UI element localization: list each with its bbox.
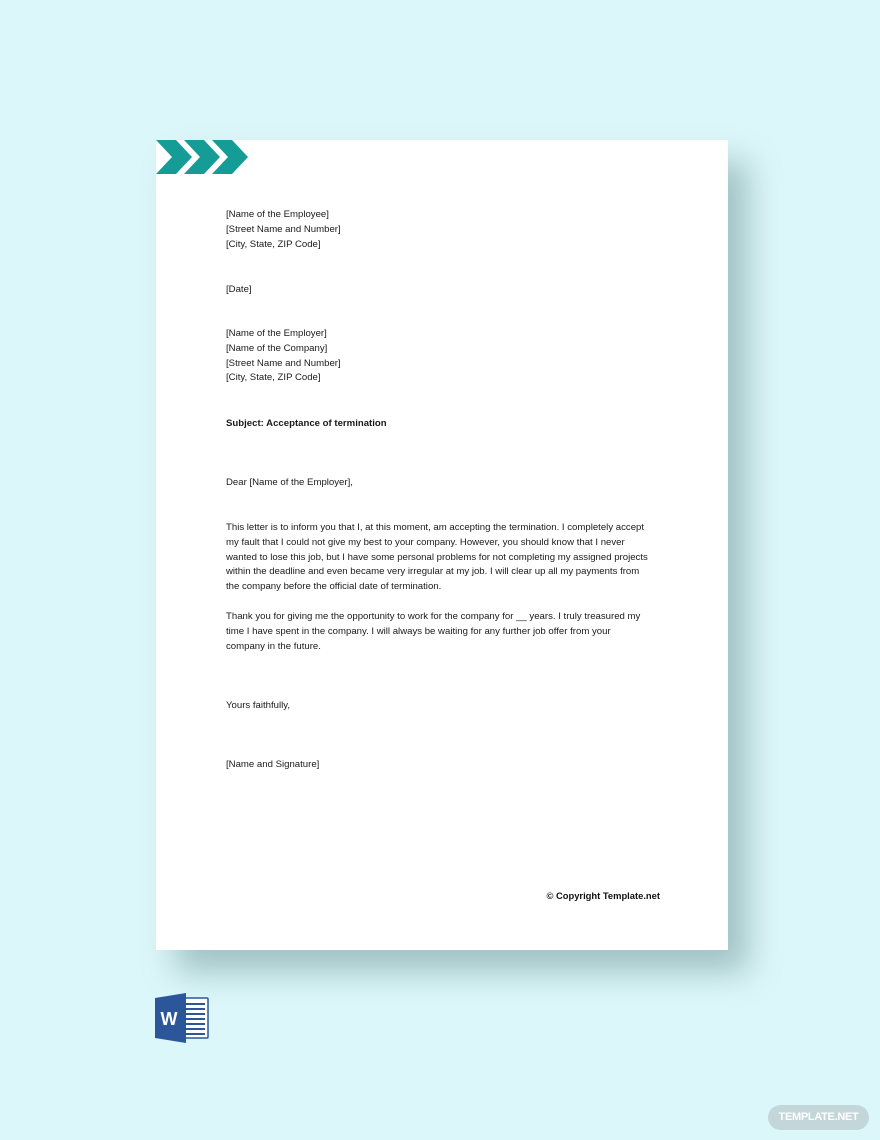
paragraph-line: company in the future. [226, 640, 321, 652]
sender-city: [City, State, ZIP Code] [226, 238, 321, 250]
paragraph-line: my fault that I could not give my best to your company. However, you should know that I never [226, 536, 625, 548]
paragraph-line: This letter is to inform you that I, at this moment, am accepting the termination. I completely accept [226, 522, 645, 533]
paragraph-line: Thank you for giving me the opportunity to work for the company for __ years. I truly treasured my [226, 611, 641, 622]
body-paragraph-1 [226, 521, 648, 595]
template-net-badge[interactable]: TEMPLATE.NET [768, 1105, 869, 1130]
salutation: Dear [Name of the Employer], [226, 477, 353, 488]
letter-page [156, 140, 728, 950]
sender-name: [Name of the Employee] [226, 209, 329, 220]
date: [Date] [226, 284, 252, 295]
recipient-company: [Name of the Company] [226, 342, 328, 354]
recipient-name: [Name of the Employer] [226, 328, 327, 339]
svg-text:W: W [160, 1009, 178, 1029]
recipient-address [226, 327, 341, 386]
chevrons-icon [156, 140, 252, 176]
paragraph-line: the company before the official date of termination. [226, 581, 442, 593]
paragraph-line: within the deadline and even became very irregular at my job. I will clear up all my payments from [226, 566, 640, 578]
paragraph-line: wanted to lose this job, but I have some personal problems for not completing my assigned projects [226, 551, 648, 563]
word-icon [155, 993, 209, 1043]
subject-line: Subject: Acceptance of termination [226, 418, 387, 429]
copyright: © Copyright Template.net [546, 890, 660, 901]
closing: Yours faithfully, [226, 700, 290, 711]
recipient-street: [Street Name and Number] [226, 357, 341, 369]
sender-street: [Street Name and Number] [226, 223, 341, 235]
signature: [Name and Signature] [226, 759, 320, 770]
sender-address [226, 208, 341, 252]
body-paragraph-2 [226, 610, 640, 654]
paragraph-line: time I have spent in the company. I will always be waiting for any further job offer from your [226, 625, 611, 637]
recipient-city: [City, State, ZIP Code] [226, 372, 321, 384]
